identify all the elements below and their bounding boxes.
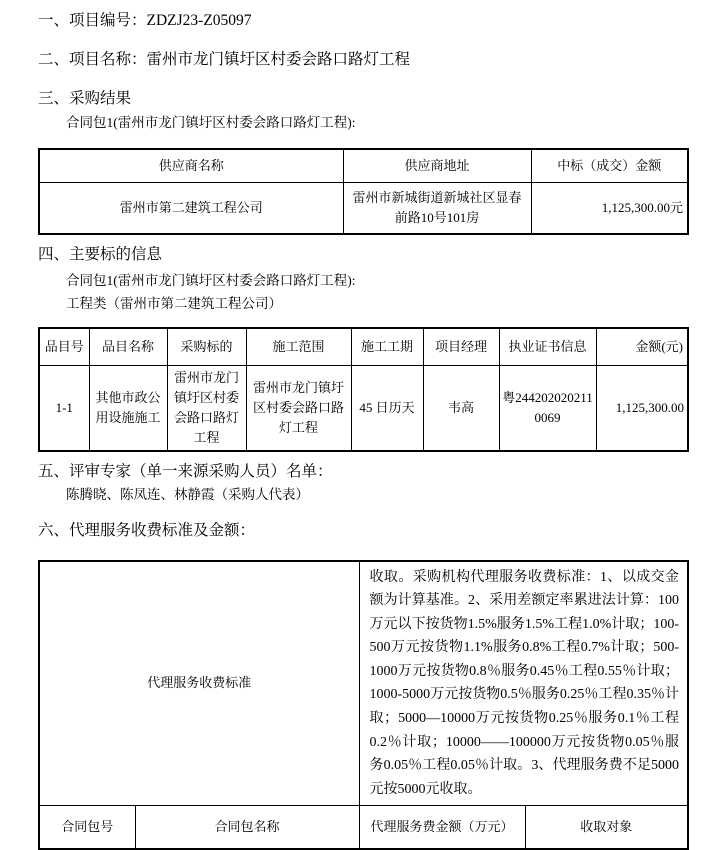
subject-info-table: [38, 327, 689, 452]
supplier-address-header: 供应商地址: [343, 149, 531, 182]
agency-fee-amount-header: 代理服务费金额（万元）: [359, 806, 525, 849]
construction-scope-cell: 雷州市龙门镇圩区村委会路口路灯工程: [246, 365, 351, 451]
agency-fee-standard-row: [39, 561, 688, 806]
award-amount-cell: 1,125,300.00元: [531, 182, 688, 234]
subject-table-header-row: [39, 328, 688, 365]
agency-fee-footer-row: [39, 806, 688, 849]
subject-table-row: [39, 365, 688, 451]
construction-period-cell: 45 日历天: [351, 365, 423, 451]
procurement-subject-cell: 雷州市龙门镇圩区村委会路口路灯工程: [167, 365, 246, 451]
agency-fee-heading: 六、代理服务收费标准及金额：: [38, 521, 256, 539]
procurement-result-heading: 三、采购结果: [38, 90, 132, 107]
supplier-name-cell: 雷州市第二建筑工程公司: [39, 182, 343, 234]
result-contract-package-line: 合同包1(雷州市龙门镇圩区村委会路口路灯工程):: [66, 115, 356, 130]
agency-fee-table: [38, 560, 689, 850]
item-no-header: 品目号: [39, 328, 89, 365]
license-info-cell: 粤2442020202110069: [499, 365, 596, 451]
subject-info-heading: 四、主要标的信息: [38, 246, 163, 263]
item-name-header: 品目名称: [89, 328, 167, 365]
amount-cell: 1,125,300.00: [596, 365, 688, 451]
subject-contract-package-line: 合同包1(雷州市龙门镇圩区村委会路口路灯工程):: [66, 273, 356, 288]
experts-names-line: 陈腾晓、陈凤连、林静霞（采购人代表）: [66, 486, 309, 502]
result-table-header-row: [39, 149, 688, 182]
agency-fee-standard-label-cell: 代理服务收费标准: [39, 561, 359, 806]
contract-package-name-header: 合同包名称: [135, 806, 359, 849]
supplier-name-header: 供应商名称: [39, 149, 343, 182]
license-info-header: 执业证书信息: [499, 328, 596, 365]
award-amount-header: 中标（成交）金额: [531, 149, 688, 182]
project-manager-header: 项目经理: [423, 328, 499, 365]
project-number-line: 一、项目编号：ZDZJ23-Z05097: [38, 12, 252, 29]
construction-scope-header: 施工范围: [246, 328, 351, 365]
fee-payer-header: 收取对象: [525, 806, 688, 849]
construction-period-header: 施工工期: [351, 328, 423, 365]
supplier-address-cell: 雷州市新城街道新城社区显春前路10号101房: [343, 182, 531, 234]
subject-category-line: 工程类（雷州市第二建筑工程公司）: [66, 296, 282, 311]
project-name-line: 二、项目名称：雷州市龙门镇圩区村委会路口路灯工程: [38, 51, 411, 68]
contract-package-no-header: 合同包号: [39, 806, 135, 849]
procurement-result-table: [38, 148, 689, 235]
project-manager-cell: 韦高: [423, 365, 499, 451]
experts-heading: 五、评审专家（单一来源采购人员）名单：: [38, 462, 333, 480]
result-table-row: [39, 182, 688, 234]
item-name-cell: 其他市政公用设施施工: [89, 365, 167, 451]
item-no-cell: 1-1: [39, 365, 89, 451]
amount-header: 金额(元): [596, 328, 688, 365]
agency-fee-standard-text-cell: 收取。采购机构代理服务收费标准：1、以成交金额为计算基准。2、采用差额定率累进法计算：100万元以下按货物1.5%服务1.5%工程1.0%计取；100-500万元按货物1.1%服务0.8%工程0.7%计取；500-1000万元按货物0.8％服务0.45％工程0.55％计取；1000-5000万元按货物0.5％服务0.25％工程0.35％计取；5000—10000万元按货物0.25％服务0.1％工程0.2％计取；10000——100000万元按货物0.05％服务0.05％工程0.05％计取。3、代理服务费不足5000元按5000元收取。: [359, 561, 688, 806]
procurement-subject-header: 采购标的: [167, 328, 246, 365]
